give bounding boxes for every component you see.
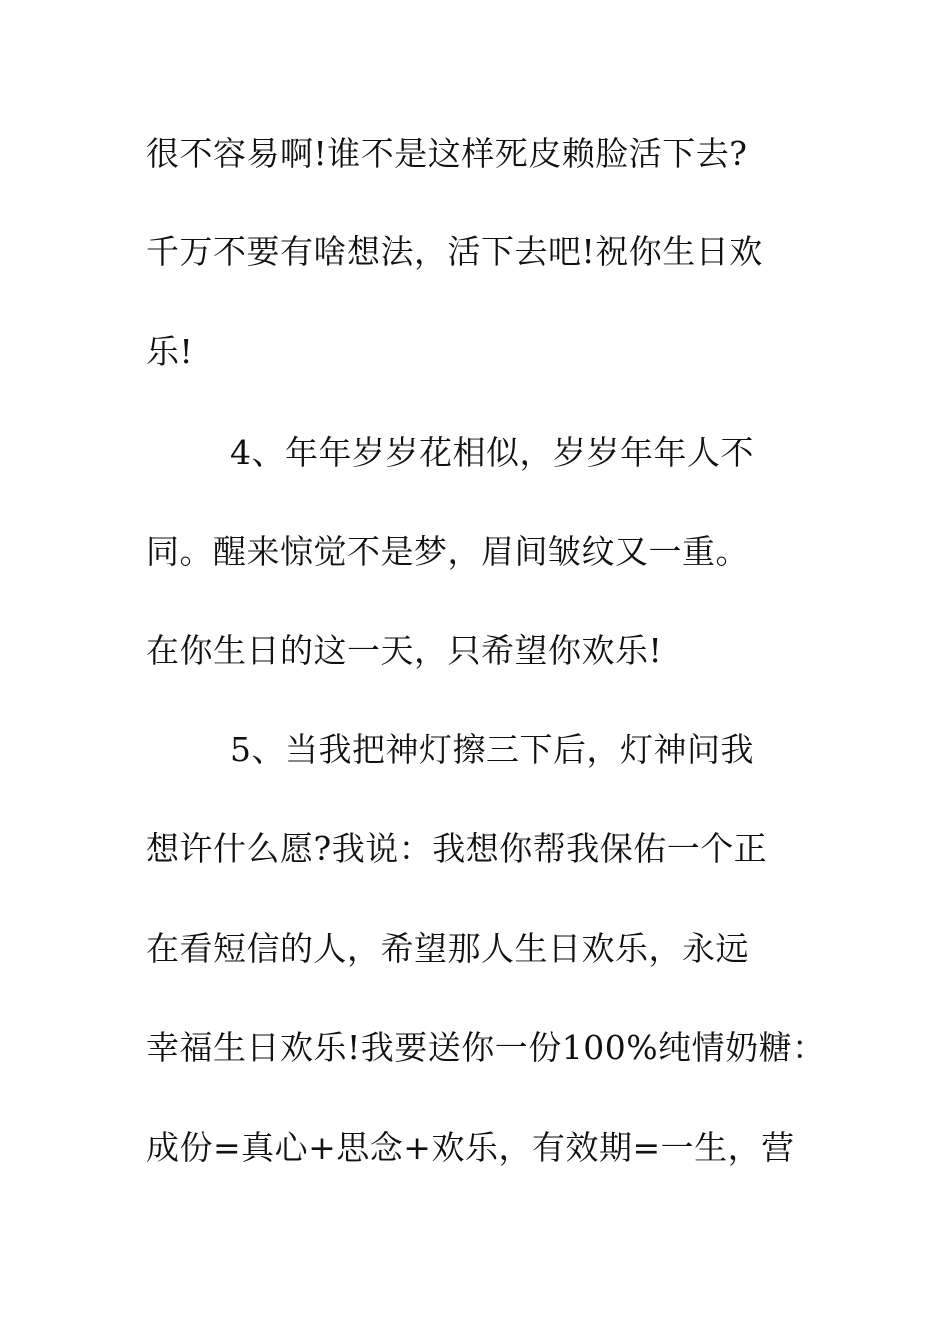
text-line: 在看短信的人，希望那人生日欢乐，永远 xyxy=(146,929,749,968)
text-line: 乐! xyxy=(146,332,194,371)
text-line: 同。醒来惊觉不是梦，眉间皱纹又一重。 xyxy=(146,532,749,571)
text-line: 幸福生日欢乐!我要送你一份100%纯情奶糖： xyxy=(146,1028,826,1067)
text-line: 成份=真心+思念+欢乐，有效期=一生，营 xyxy=(146,1128,795,1167)
paragraph-start-line: 5、当我把神灯擦三下后，灯神问我 xyxy=(230,730,754,769)
paragraph-start-line: 4、年年岁岁花相似，岁岁年年人不 xyxy=(230,433,754,472)
text-line: 很不容易啊!谁不是这样死皮赖脸活下去? xyxy=(146,134,748,173)
text-line: 千万不要有啥想法，活下去吧!祝你生日欢 xyxy=(146,232,763,271)
text-line: 想许什么愿?我说：我想你帮我保佑一个正 xyxy=(146,829,768,868)
text-line: 在你生日的这一天，只希望你欢乐! xyxy=(146,631,663,670)
